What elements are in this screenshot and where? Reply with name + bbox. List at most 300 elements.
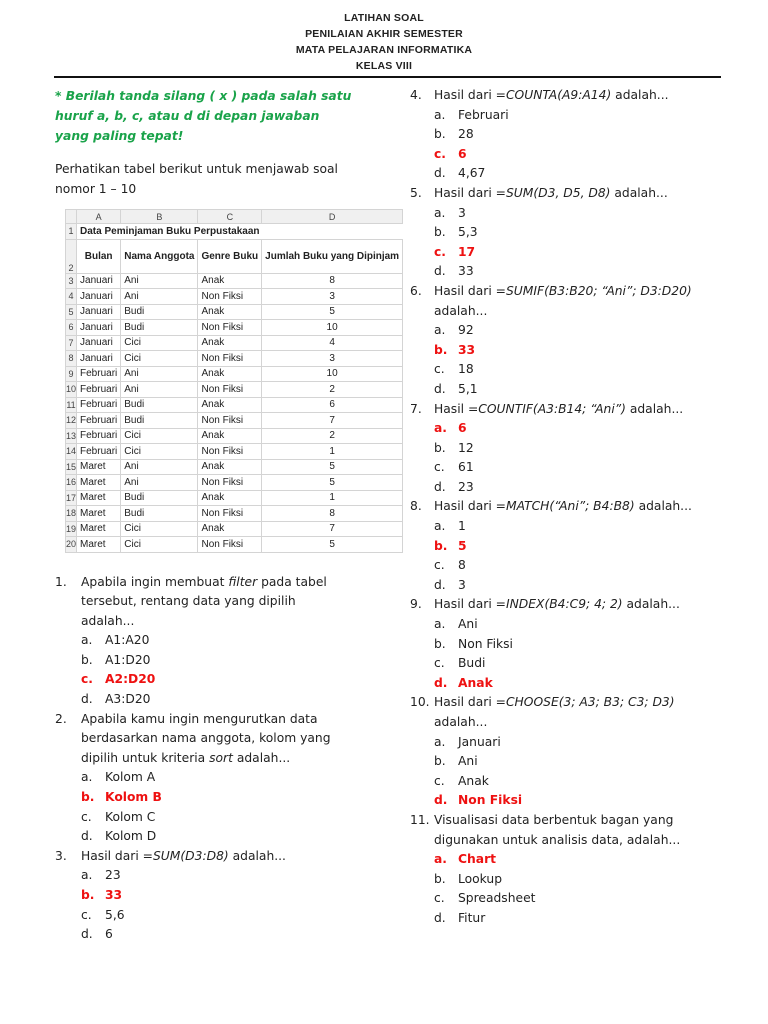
table-cell: Januari <box>77 304 121 320</box>
table-row <box>66 428 403 444</box>
table-cell: Ani <box>121 273 198 289</box>
option <box>55 827 355 847</box>
question-number: 1. <box>55 574 67 589</box>
table-cell: 7 <box>262 521 403 537</box>
table-cell: Budi <box>121 490 198 506</box>
question-line <box>410 811 730 831</box>
question-text-segment: Hasil dari <box>434 695 496 710</box>
table-row <box>66 335 403 351</box>
option-text: Budi <box>458 656 486 671</box>
correct-option <box>410 419 730 439</box>
column-letter: A <box>77 210 121 224</box>
table-cell: 1 <box>262 444 403 460</box>
correct-option <box>410 243 730 263</box>
question-text-segment: Hasil dari <box>434 499 496 514</box>
question <box>410 400 730 498</box>
option-text: 4,67 <box>458 166 486 181</box>
question-text-segment: Hasil dari <box>434 185 496 200</box>
question-text <box>81 847 355 867</box>
question-text-segment: adalah... <box>611 88 669 102</box>
question-text <box>434 86 730 106</box>
question-line <box>410 86 730 106</box>
header-subject: MATA PELAJARAN INFORMATIKA <box>295 44 473 56</box>
question-text-segment: adalah... <box>232 750 291 765</box>
table-cell: Budi <box>121 506 198 522</box>
table-row <box>66 490 403 506</box>
option-text: Chart <box>458 852 497 867</box>
table-cell: Ani <box>121 475 198 491</box>
question-text <box>434 831 730 851</box>
option <box>410 733 730 753</box>
header-class: KELAS VIII <box>355 60 413 72</box>
column-letter-row <box>66 210 403 224</box>
option-text: Kolom C <box>105 809 156 824</box>
option-letter: a. <box>434 107 446 122</box>
correct-option <box>410 791 730 811</box>
row-number: 14 <box>66 444 77 460</box>
option <box>410 517 730 537</box>
sheet-corner <box>66 210 77 224</box>
table-cell: Anak <box>198 459 262 475</box>
table-cell: 5 <box>262 459 403 475</box>
column-letter: D <box>262 210 403 224</box>
question-text-segment: pada tabel <box>257 574 327 589</box>
option-letter: d. <box>434 479 446 494</box>
table-cell: Cici <box>121 351 198 367</box>
option <box>410 321 730 341</box>
option <box>410 654 730 674</box>
option <box>410 889 730 909</box>
option-letter: d. <box>434 910 446 925</box>
table-row <box>66 273 403 289</box>
row-number: 9 <box>66 366 77 382</box>
table-row <box>66 459 403 475</box>
table-cell: Maret <box>77 490 121 506</box>
option <box>410 615 730 635</box>
option-text: Februari <box>458 107 509 122</box>
table-row <box>66 397 403 413</box>
question-text-segment: adalah... <box>634 499 692 514</box>
option-letter: c. <box>434 773 445 788</box>
table-cell: Maret <box>77 475 121 491</box>
table-cell: Februari <box>77 382 121 398</box>
option <box>410 439 730 459</box>
option-text: 6 <box>458 146 467 161</box>
option-text: 5 <box>458 538 467 553</box>
question-text <box>434 400 730 420</box>
table-cell: Januari <box>77 289 121 305</box>
table-cell: Anak <box>198 521 262 537</box>
row-number: 6 <box>66 320 77 336</box>
table-row <box>66 304 403 320</box>
table-cell: Januari <box>77 320 121 336</box>
question-text <box>81 573 355 593</box>
question-text <box>434 713 730 733</box>
table-cell: Budi <box>121 413 198 429</box>
question-line <box>410 282 730 302</box>
question <box>55 710 355 847</box>
question-text-segment: Hasil <box>434 401 468 416</box>
option-letter: d. <box>434 793 448 808</box>
header-title: LATIHAN SOAL <box>344 12 424 24</box>
option-text: 28 <box>458 127 474 142</box>
row-number: 12 <box>66 413 77 429</box>
table-cell: Januari <box>77 273 121 289</box>
option-letter: c. <box>434 656 445 671</box>
row-number: 20 <box>66 537 77 553</box>
option-text: 18 <box>458 362 474 377</box>
question-text-segment: adalah... <box>434 303 488 318</box>
option <box>55 925 355 945</box>
question-text-segment: Hasil dari <box>81 848 143 863</box>
option-letter: c. <box>434 891 445 906</box>
option-letter: d. <box>434 675 448 690</box>
question-line <box>410 497 730 517</box>
question-text-segment: adalah... <box>81 613 135 628</box>
question-number <box>410 831 434 851</box>
option-text: 8 <box>458 558 466 573</box>
table-cell: Non Fiksi <box>198 475 262 491</box>
option-letter: b. <box>434 754 446 769</box>
table-cell: Ani <box>121 366 198 382</box>
question-line <box>410 400 730 420</box>
option-letter: d. <box>434 166 446 181</box>
table-cell: 6 <box>262 397 403 413</box>
option-letter: c. <box>434 460 445 475</box>
spreadsheet-image <box>65 209 400 553</box>
option-letter: d. <box>434 381 446 396</box>
table-row <box>66 366 403 382</box>
table-cell: Non Fiksi <box>198 320 262 336</box>
option-text: 3 <box>458 205 466 220</box>
table-row <box>66 382 403 398</box>
header-exam: PENILAIAN AKHIR SEMESTER <box>305 28 463 40</box>
row-number: 10 <box>66 382 77 398</box>
question-text-segment: adalah... <box>434 715 488 729</box>
option-text: 5,1 <box>458 381 478 396</box>
option <box>410 106 730 126</box>
option <box>410 772 730 792</box>
column-letter: C <box>198 210 262 224</box>
question <box>410 693 730 811</box>
option <box>410 870 730 890</box>
question-line <box>55 847 355 867</box>
option <box>410 635 730 655</box>
option <box>410 576 730 596</box>
question-text-segment: =COUNTIF(A3:B14; “Ani”) <box>467 401 626 416</box>
question-number: 10. <box>410 695 430 710</box>
question-text <box>81 592 355 612</box>
option-letter: c. <box>434 244 446 259</box>
correct-option <box>410 674 730 694</box>
header-row <box>66 239 403 273</box>
option-letter: c. <box>81 672 93 687</box>
table-cell: Maret <box>77 459 121 475</box>
option-text: 33 <box>458 264 474 279</box>
option-text: 23 <box>458 479 474 494</box>
right-questions <box>410 86 730 929</box>
table-cell: Februari <box>77 366 121 382</box>
question-text <box>434 595 730 615</box>
option-letter: a. <box>434 519 446 534</box>
option-letter: c. <box>81 907 92 922</box>
table-cell: Non Fiksi <box>198 506 262 522</box>
correct-option <box>410 145 730 165</box>
table-cell: 5 <box>262 475 403 491</box>
question-text-segment: =SUMIF(B3:B20; “Ani”; D3:D20) <box>495 283 692 298</box>
header-divider <box>54 76 721 78</box>
table-cell: 3 <box>262 351 403 367</box>
question-text-segment: adalah... <box>228 848 286 863</box>
table-cell: Februari <box>77 397 121 413</box>
option-text: 17 <box>458 244 476 259</box>
table-cell: 5 <box>262 537 403 553</box>
question-text <box>434 811 730 831</box>
table-cell: Budi <box>121 320 198 336</box>
table-cell: Maret <box>77 506 121 522</box>
option-text: A3:D20 <box>105 692 151 707</box>
option-letter: a. <box>434 421 447 436</box>
row-number: 19 <box>66 521 77 537</box>
option-text: 12 <box>458 440 474 455</box>
title-row <box>66 224 403 240</box>
option-letter: d. <box>81 927 93 942</box>
row-number: 8 <box>66 351 77 367</box>
table-row <box>66 413 403 429</box>
table-cell: 5 <box>262 304 403 320</box>
row-number: 4 <box>66 289 77 305</box>
option-text: Fitur <box>458 910 486 925</box>
option-letter: b. <box>81 888 95 902</box>
table-cell: Januari <box>77 351 121 367</box>
question <box>410 86 730 184</box>
question-number: 3. <box>55 848 67 863</box>
question <box>410 184 730 282</box>
option-letter: c. <box>434 558 445 573</box>
question-number <box>410 713 434 733</box>
question-text-segment: berdasarkan nama anggota, kolom yang <box>81 731 331 746</box>
question-line <box>410 184 730 204</box>
option <box>410 125 730 145</box>
table-cell: Anak <box>198 304 262 320</box>
option <box>410 262 730 282</box>
row-number: 5 <box>66 304 77 320</box>
option-text: A2:D20 <box>105 672 156 687</box>
table-cell: 3 <box>262 289 403 305</box>
question-line <box>55 710 355 730</box>
option-text: 1 <box>458 519 466 534</box>
table-cell: 2 <box>262 428 403 444</box>
option <box>55 690 355 710</box>
question-text-segment: digunakan untuk analisis data, adalah... <box>434 832 681 847</box>
question-line <box>410 831 730 851</box>
table-cell: 4 <box>262 335 403 351</box>
question-line <box>410 693 730 713</box>
correct-option <box>410 850 730 870</box>
table-cell: 7 <box>262 413 403 429</box>
option-letter: b. <box>434 225 446 240</box>
question-text <box>81 612 355 632</box>
column-header: Nama Anggota <box>121 239 198 273</box>
option-letter: a. <box>434 734 446 749</box>
question-line <box>55 729 355 749</box>
option-letter: b. <box>434 342 448 357</box>
question-number <box>55 729 81 749</box>
left-questions <box>55 573 355 945</box>
table-cell: 10 <box>262 366 403 382</box>
option-text: Kolom D <box>105 829 157 844</box>
option <box>55 651 355 671</box>
question-text-segment: tersebut, rentang data yang dipilih <box>81 594 296 609</box>
option <box>410 752 730 772</box>
question-number <box>55 612 81 632</box>
question-text-segment: filter <box>228 574 258 589</box>
row-number: 18 <box>66 506 77 522</box>
option-letter: d. <box>81 829 93 844</box>
option <box>410 909 730 929</box>
question <box>410 497 730 595</box>
option-letter: c. <box>434 362 445 377</box>
question-text-segment: adalah... <box>622 597 680 612</box>
option-letter: a. <box>81 633 93 648</box>
question-text-segment: =MATCH(“Ani”; B4:B8) <box>495 499 635 514</box>
row-number: 2 <box>66 239 77 273</box>
option-text: 6 <box>458 421 467 436</box>
option-letter: c. <box>81 809 92 824</box>
row-number: 15 <box>66 459 77 475</box>
question-line <box>410 713 730 733</box>
option <box>410 458 730 478</box>
option-letter: d. <box>81 692 93 707</box>
option-text: Ani <box>458 617 478 632</box>
question-text-segment: adalah... <box>625 401 684 416</box>
question-text-segment: Apabila ingin membuat <box>81 574 229 589</box>
option-letter: b. <box>434 636 446 651</box>
question-text-segment: sort <box>209 750 233 765</box>
option <box>410 478 730 498</box>
option-text: Kolom B <box>105 790 162 805</box>
question <box>410 595 730 693</box>
question-text-segment: dipilih untuk kriteria <box>81 750 210 765</box>
question-text-segment: adalah... <box>610 185 668 200</box>
table-cell: Non Fiksi <box>198 382 262 398</box>
table-cell: Anak <box>198 273 262 289</box>
question <box>55 573 355 710</box>
correct-option <box>55 670 355 690</box>
question-number: 9. <box>410 597 422 612</box>
question-line <box>55 612 355 632</box>
table-cell: Anak <box>198 490 262 506</box>
table-cell: Maret <box>77 537 121 553</box>
table-row <box>66 289 403 305</box>
instruction-text: * Berilah tanda silang ( x ) pada salah satu huruf a, b, c, atau d di depan jawaban yang paling tepat! <box>55 89 352 143</box>
table-cell: Anak <box>198 397 262 413</box>
option-letter: a. <box>434 852 447 867</box>
option <box>55 866 355 886</box>
document-header <box>0 10 768 74</box>
question-text <box>434 302 730 322</box>
option-letter: b. <box>81 652 93 667</box>
question-text-segment: Hasil dari <box>434 88 496 102</box>
intro-text: Perhatikan tabel berikut untuk menjawab soal nomor 1 – 10 <box>55 162 338 196</box>
option <box>55 808 355 828</box>
row-number: 11 <box>66 397 77 413</box>
table-cell: Maret <box>77 521 121 537</box>
table-cell: Non Fiksi <box>198 289 262 305</box>
correct-option <box>55 788 355 808</box>
table-row <box>66 351 403 367</box>
question-line <box>410 595 730 615</box>
row-number: 3 <box>66 273 77 289</box>
table-row <box>66 521 403 537</box>
question-line <box>55 592 355 612</box>
table-cell: Non Fiksi <box>198 351 262 367</box>
option-text: Anak <box>458 773 489 788</box>
question-number: 2. <box>55 711 67 726</box>
question-number: 5. <box>410 185 422 200</box>
option-text: 5,3 <box>458 225 478 240</box>
question-number: 8. <box>410 499 422 514</box>
question-text <box>434 282 730 302</box>
question-number <box>55 749 81 769</box>
option-letter: b. <box>434 127 446 142</box>
correct-option <box>410 537 730 557</box>
table-row <box>66 320 403 336</box>
option-letter: d. <box>434 577 446 592</box>
option-text: 92 <box>458 323 474 338</box>
column-header: Genre Buku <box>198 239 262 273</box>
option-letter: b. <box>434 440 446 455</box>
row-number: 1 <box>66 224 77 240</box>
question-text <box>434 184 730 204</box>
option <box>55 768 355 788</box>
question-text-segment: =CHOOSE(3; A3; B3; C3; D3) <box>495 695 675 710</box>
column-header: Bulan <box>77 239 121 273</box>
option-letter: a. <box>81 770 93 785</box>
table-cell: 2 <box>262 382 403 398</box>
left-column <box>55 86 400 945</box>
question-text <box>434 497 730 517</box>
table-cell: Anak <box>198 366 262 382</box>
table-cell: Non Fiksi <box>198 444 262 460</box>
option-text: Januari <box>458 734 501 749</box>
question-text-segment: Hasil dari <box>434 597 496 612</box>
row-number: 7 <box>66 335 77 351</box>
row-number: 17 <box>66 490 77 506</box>
table-cell: 8 <box>262 273 403 289</box>
question <box>410 811 730 929</box>
option-letter: b. <box>81 790 95 805</box>
table-cell: Ani <box>121 289 198 305</box>
row-number: 13 <box>66 428 77 444</box>
option-text: Anak <box>458 675 493 690</box>
option-text: 61 <box>458 460 474 475</box>
sheet-title: Data Peminjaman Buku Perpustakaan <box>77 224 403 240</box>
table-row <box>66 506 403 522</box>
option-letter: b. <box>434 538 448 553</box>
question-text-segment: =COUNTA(A9:A14) <box>495 88 612 102</box>
table-cell: Anak <box>198 335 262 351</box>
table-cell: Budi <box>121 397 198 413</box>
table-cell: Cici <box>121 335 198 351</box>
option-text: A1:D20 <box>105 652 151 667</box>
table-cell: Cici <box>121 428 198 444</box>
table-cell: 10 <box>262 320 403 336</box>
question-number: 11. <box>410 812 430 827</box>
table-cell: 1 <box>262 490 403 506</box>
table-cell: 8 <box>262 506 403 522</box>
question-text-segment: =SUM(D3:D8) <box>142 848 229 863</box>
